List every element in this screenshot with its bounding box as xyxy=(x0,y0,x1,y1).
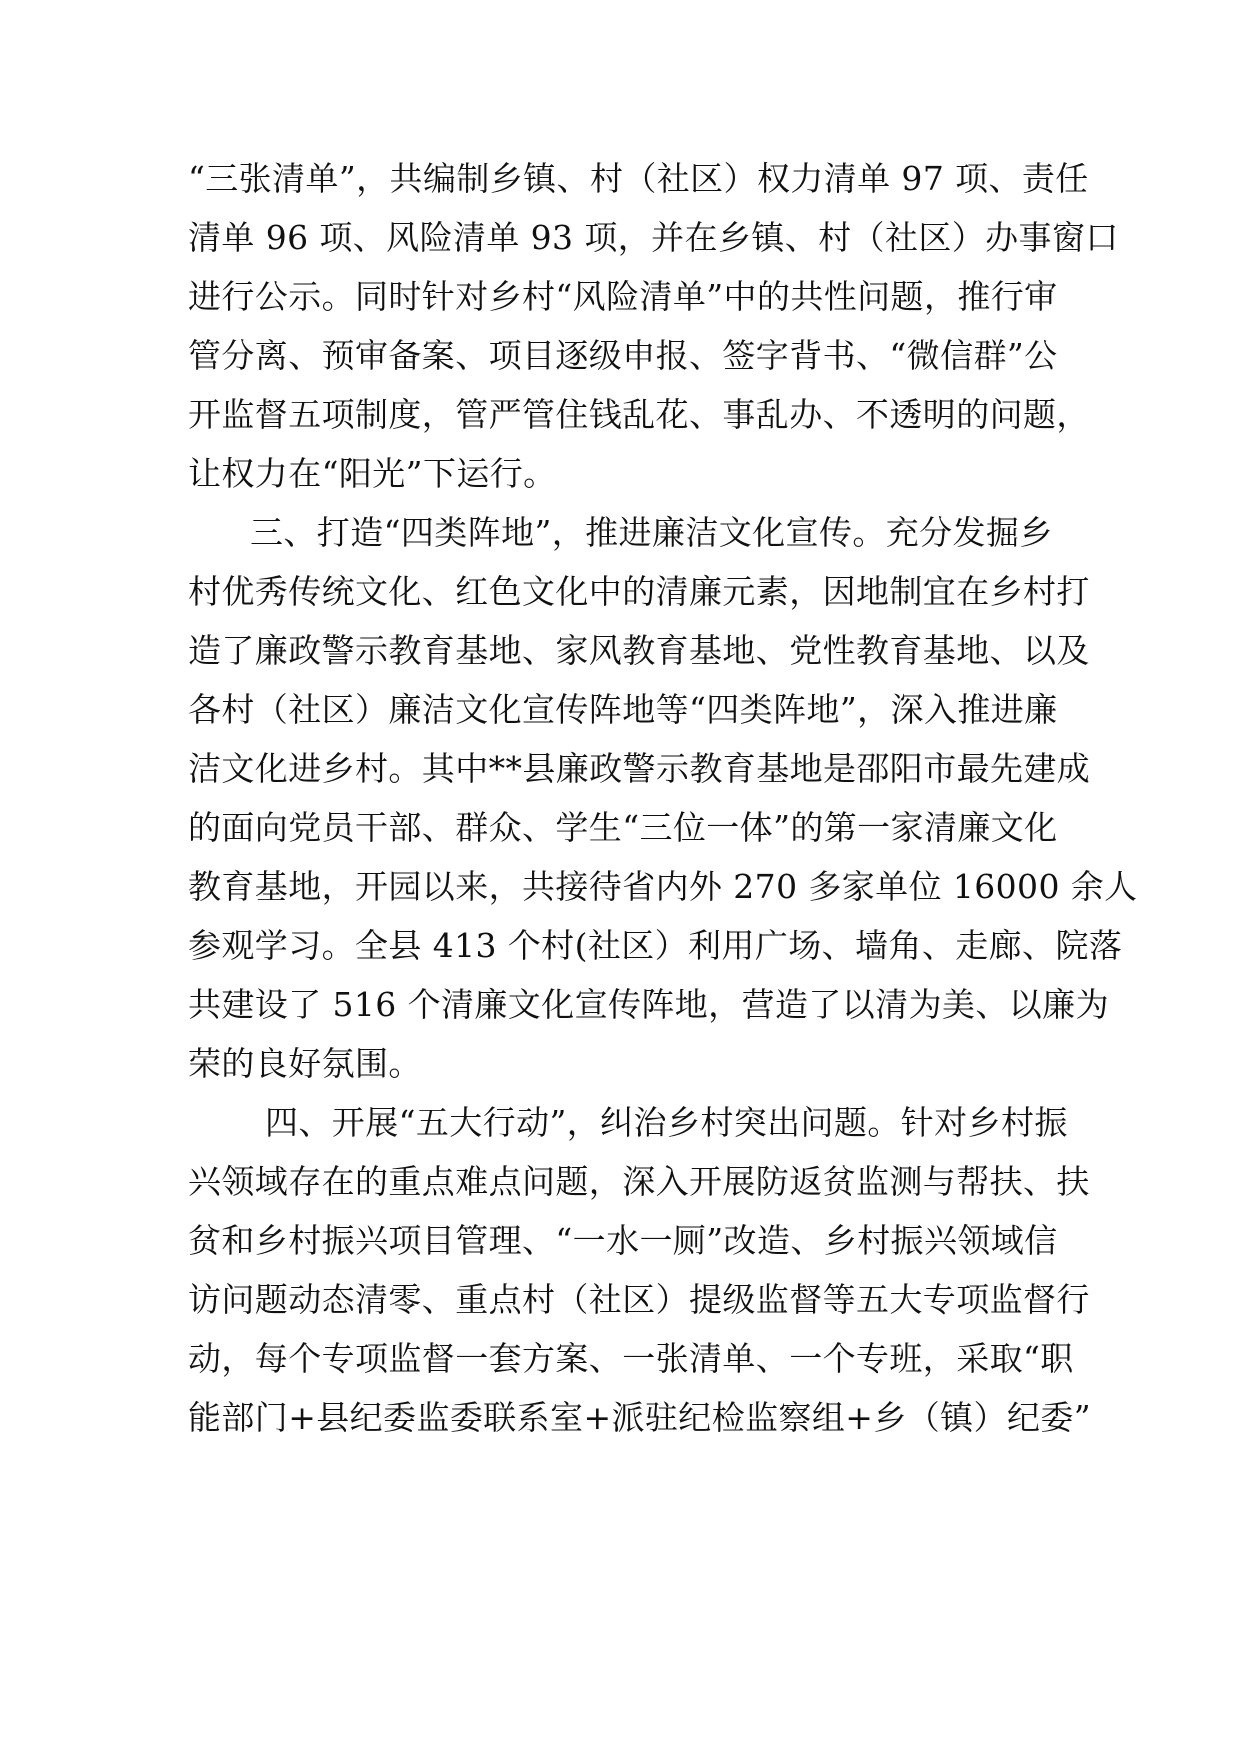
text-line: 兴领域存在的重点难点问题，深入开展防返贫监测与帮扶、扶 xyxy=(188,1162,1090,1201)
text-line: 清单 96 项、风险清单 93 项，并在乡镇、村（社区）办事窗口 xyxy=(188,218,1119,257)
text-line: 洁文化进乡村。其中**县廉政警示教育基地是邵阳市最先建成 xyxy=(188,749,1091,788)
text-line: 能部门+县纪委监委联系室+派驻纪检监察组+乡（镇）纪委” xyxy=(188,1398,1092,1437)
text-line: 村优秀传统文化、红色文化中的清廉元素，因地制宜在乡村打 xyxy=(188,572,1090,611)
text-line: 开监督五项制度，管严管住钱乱花、事乱办、不透明的问题， xyxy=(188,395,1090,434)
text-line: 各村（社区）廉洁文化宣传阵地等“四类阵地”，深入推进廉 xyxy=(188,690,1058,729)
text-line: 管分离、预审备案、项目逐级申报、签字背书、“微信群”公 xyxy=(188,336,1058,375)
text-line: 访问题动态清零、重点村（社区）提级监督等五大专项监督行 xyxy=(188,1280,1090,1319)
text-line: 教育基地，开园以来，共接待省内外 270 多家单位 16000 余人 xyxy=(188,867,1138,906)
section-heading-line: 三、打造“四类阵地”，推进廉洁文化宣传。充分发掘乡 xyxy=(250,513,1053,552)
text-line: 让权力在“阳光”下运行。 xyxy=(188,454,557,493)
text-line: 共建设了 516 个清廉文化宣传阵地，营造了以清为美、以廉为 xyxy=(188,985,1109,1024)
text-line: 贫和乡村振兴项目管理、“一水一厕”改造、乡村振兴领域信 xyxy=(188,1221,1058,1260)
text-line: 荣的良好氛围。 xyxy=(188,1044,422,1083)
section-heading-line: 四、开展“五大行动”，纠治乡村突出问题。针对乡村振 xyxy=(265,1103,1068,1142)
text-line: “三张清单”，共编制乡镇、村（社区）权力清单 97 项、责任 xyxy=(188,159,1089,198)
text-line: 造了廉政警示教育基地、家风教育基地、党性教育基地、以及 xyxy=(188,631,1090,670)
text-line: 的面向党员干部、群众、学生“三位一体”的第一家清廉文化 xyxy=(188,808,1058,847)
text-line: 进行公示。同时针对乡村“风险清单”中的共性问题，推行审 xyxy=(188,277,1058,316)
text-line: 参观学习。全县 413 个村(社区）利用广场、墙角、走廊、院落 xyxy=(188,926,1123,965)
text-line: 动，每个专项监督一套方案、一张清单、一个专班，采取“职 xyxy=(188,1339,1074,1378)
